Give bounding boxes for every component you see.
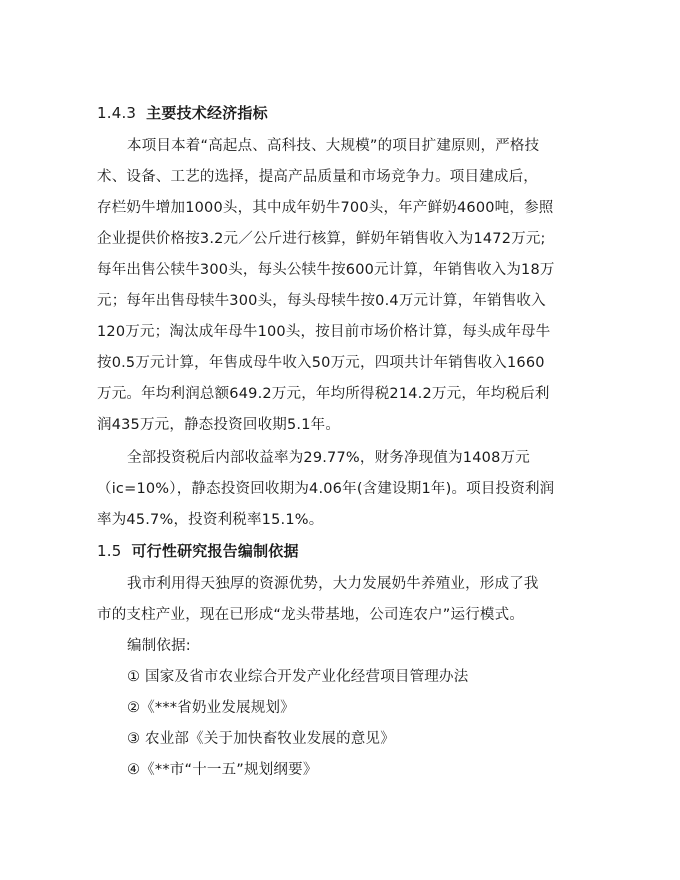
para1-line-9: 万元。年均利润总额649.2万元，年均所得税214.2万元，年均税后利 [97,386,550,402]
para3-line-2: 市的支柱产业，现在已形成“龙头带基地，公司连农户”运行模式。 [97,607,525,623]
basis-item-2: ②《***省奶业发展规划》 [127,700,295,716]
section-1-5-heading [97,542,299,560]
basis-item-3: ③ 农业部《关于加快畜牧业发展的意见》 [127,731,395,747]
section-1-4-3-heading [97,104,268,122]
section-1-4-3-title: 主要技术经济指标 [146,104,268,122]
basis-item-4: ④《**市“十一五”规划纲要》 [127,762,318,778]
para3-line-1: 我市利用得天独厚的资源优势，大力发展奶牛养殖业，形成了我 [127,576,539,592]
para1-line-10: 润435万元，静态投资回收期5.1年。 [97,417,341,433]
para1-line-3: 存栏奶牛增加1000头，其中成年奶牛700头，年产鲜奶4600吨，参照 [97,200,554,216]
para1-line-7: 120万元；淘汰成年母牛100头，按目前市场价格计算，每头成年母牛 [97,324,551,340]
section-1-5-title: 可行性研究报告编制依据 [131,542,299,560]
para1-line-5: 每年出售公犊牛300头，每头公犊牛按600元计算，年销售收入为18万 [97,262,555,278]
para2-line-1: 全部投资税后内部收益率为29.77%，财务净现值为1408万元 [127,450,530,466]
para2-line-2: （ic=10%），静态投资回收期为4.06年(含建设期1年)。项目投资利润 [97,481,555,497]
section-1-5-number: 1.5 [97,542,122,560]
para1-line-8: 按0.5万元计算，年售成母牛收入50万元，四项共计年销售收入1660 [97,355,545,371]
para2-line-3: 率为45.7%，投资利税率15.1%。 [97,512,324,528]
para1-line-4: 企业提供价格按3.2元／公斤进行核算，鲜奶年销售收入为1472万元; [97,231,546,247]
section-1-4-3-number: 1.4.3 [97,104,137,122]
para1-line-1: 本项目本着“高起点、高科技、大规模”的项目扩建原则，严格技 [127,138,540,154]
para1-line-2: 术、设备、工艺的选择，提高产品质量和市场竞争力。项目建成后， [97,169,538,185]
basis-item-1: ① 国家及省市农业综合开发产业化经营项目管理办法 [127,669,469,685]
para1-line-6: 元；每年出售母犊牛300头，每头母犊牛按0.4万元计算，年销售收入 [97,293,546,309]
basis-label: 编制依据: [127,638,191,654]
